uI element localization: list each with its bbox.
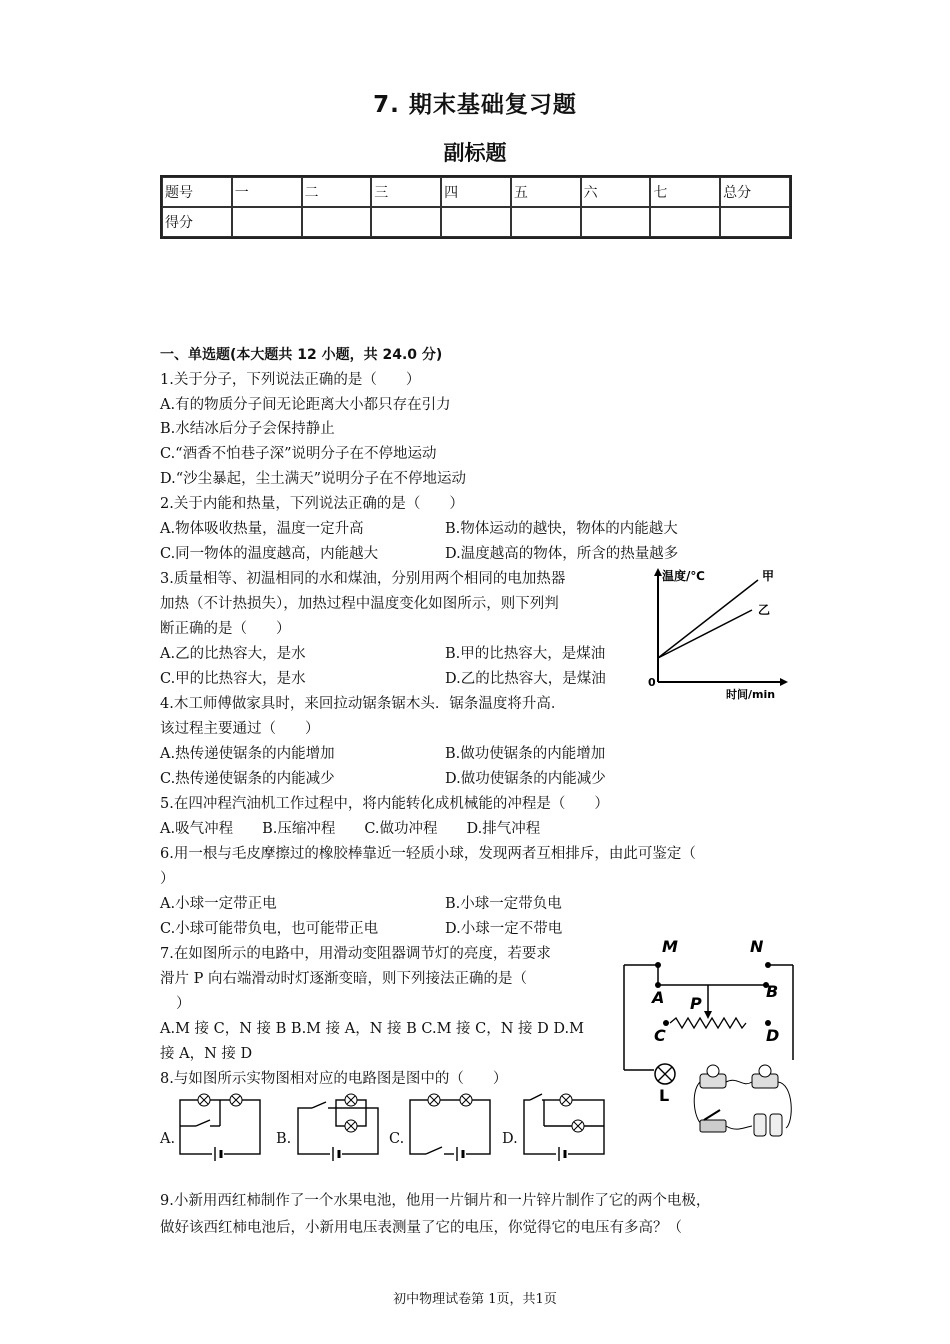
- graph-line-yi: [658, 610, 752, 658]
- q1-option-a: A.有的物质分子间无论距离大小都只存在引力: [160, 397, 451, 413]
- q3-stem-line1: 3.质量相等、初温相同的水和煤油，分别用两个相同的电加热器: [160, 571, 566, 587]
- q3-stem-line2: 加热（不计热损失），加热过程中温度变化如图所示，则下列判: [160, 596, 559, 612]
- q4-option-a: A.热传递使锯条的内能增加: [160, 746, 335, 762]
- q4-stem-line2: 该过程主要通过（ ）: [160, 721, 320, 737]
- score-cell: [720, 207, 790, 237]
- score-header-cell: 三: [371, 177, 441, 207]
- q3-option-d: D.乙的比热容大，是煤油: [445, 671, 606, 687]
- q4-option-c: C.热传递使锯条的内能减少: [160, 771, 335, 787]
- graph-line-jia: [658, 580, 758, 658]
- q4-stem-line1: 4.木工师傅做家具时，来回拉动锯条锯木头．锯条温度将升高．: [160, 696, 566, 712]
- score-table-score-row: [162, 207, 790, 237]
- score-header-cell: 四: [441, 177, 511, 207]
- q8-circuit-option-a[interactable]: [174, 1092, 266, 1162]
- terminal-label-m: M: [662, 937, 678, 956]
- graph-y-arrow: [654, 568, 662, 576]
- q1-option-c: C.“酒香不怕巷子深”说明分子在不停地运动: [160, 446, 437, 462]
- q2-option-d: D.温度越高的物体，所含的热量越多: [445, 546, 679, 562]
- q8-label-a: A.: [160, 1131, 176, 1147]
- q8-stem: 8.与如图所示实物图相对应的电路图是图中的（ ）: [160, 1071, 508, 1087]
- graph-origin: 0: [648, 676, 656, 689]
- q2-option-c: C.同一物体的温度越高，内能越大: [160, 546, 379, 562]
- q1-option-b: B.水结冰后分子会保持静止: [160, 421, 335, 437]
- score-table: [160, 175, 792, 239]
- battery-icon: [754, 1114, 766, 1136]
- q6-option-c: C.小球可能带负电，也可能带正电: [160, 921, 379, 937]
- q8-label-c: C.: [389, 1131, 405, 1147]
- q1-option-d: D.“沙尘暴起，尘土满天”说明分子在不停地运动: [160, 471, 467, 487]
- q2-stem: 2.关于内能和热量，下列说法正确的是（ ）: [160, 496, 464, 512]
- graph-xlabel: 时间/min: [726, 688, 776, 701]
- q8-circuit-option-d[interactable]: [518, 1092, 610, 1162]
- q6-option-d: D.小球一定不带电: [445, 921, 563, 937]
- q3-option-b: B.甲的比热容大，是煤油: [445, 646, 606, 662]
- graph-ylabel: 温度/℃: [662, 569, 705, 583]
- q7-options-line2: 接 A，N 接 D: [160, 1046, 253, 1062]
- score-cell: [441, 207, 511, 237]
- score-header-cell: 题号: [162, 177, 232, 207]
- q3-stem-line3: 断正确的是（ ）: [160, 621, 291, 637]
- q7-options-line1: A.M 接 C，N 接 B B.M 接 A，N 接 B C.M 接 C，N 接 D D.M: [160, 1021, 584, 1037]
- q8-circuit-option-b[interactable]: [292, 1092, 384, 1162]
- q3-temperature-graph: [640, 560, 800, 700]
- score-cell: [232, 207, 302, 237]
- page-title: 7. 期末基础复习题: [373, 92, 577, 118]
- q3-option-a: A.乙的比热容大，是水: [160, 646, 306, 662]
- graph-label-yi: 乙: [758, 603, 771, 617]
- q5-options: A.吸气冲程 B.压缩冲程 C.做功冲程 D.排气冲程: [160, 821, 541, 837]
- score-header-cell: 七: [650, 177, 720, 207]
- q7-stem-line3: ）: [176, 996, 191, 1012]
- switch-icon: [196, 1120, 210, 1126]
- q9-stem-line1: 9.小新用西红柿制作了一个水果电池，他用一片铜片和一片锌片制作了它的两个电极，: [160, 1193, 711, 1209]
- slider-label-p: P: [690, 994, 702, 1013]
- score-header-cell: 总分: [720, 177, 790, 207]
- q5-stem: 5.在四冲程汽油机工作过程中，将内能转化成机械能的冲程是（ ）: [160, 796, 609, 812]
- terminal-label-b: B: [766, 982, 779, 1001]
- score-cell: [581, 207, 651, 237]
- q1-stem: 1.关于分子，下列说法正确的是（ ）: [160, 372, 421, 388]
- q3-option-c: C.甲的比热容大，是水: [160, 671, 306, 687]
- q8-circuit-option-c[interactable]: [404, 1092, 496, 1162]
- score-cell: [302, 207, 372, 237]
- q8-label-d: D.: [502, 1131, 518, 1147]
- q6-option-a: A.小球一定带正电: [160, 896, 277, 912]
- q2-option-a: A.物体吸收热量，温度一定升高: [160, 521, 364, 537]
- switch-icon: [700, 1120, 726, 1132]
- terminal-label-d: D: [766, 1026, 780, 1045]
- q6-stem-line2: ）: [160, 871, 175, 887]
- battery-icon: [770, 1114, 782, 1136]
- lamp-label-l: L: [659, 1086, 670, 1105]
- page-footer: 初中物理试卷第 1页，共1页: [393, 1292, 557, 1307]
- q6-stem-line1: 6.用一根与毛皮摩擦过的橡胶棒靠近一轻质小球，发现两者互相排斥，由此可鉴定（: [160, 846, 696, 862]
- score-header-cell: 二: [302, 177, 372, 207]
- score-header-cell: 一: [232, 177, 302, 207]
- q4-option-d: D.做功使锯条的内能减少: [445, 771, 606, 787]
- graph-label-jia: 甲: [762, 569, 775, 583]
- q6-option-b: B.小球一定带负电: [445, 896, 562, 912]
- score-header-cell: 五: [511, 177, 581, 207]
- score-cell: [371, 207, 441, 237]
- terminal-label-c: C: [654, 1026, 666, 1045]
- q8-physical-circuit: [690, 1062, 795, 1142]
- terminal-label-a: A: [652, 988, 665, 1007]
- q2-option-b: B.物体运动的越快，物体的内能越大: [445, 521, 678, 537]
- score-cell: [650, 207, 720, 237]
- page-subtitle: 副标题: [443, 141, 507, 165]
- score-table-header-row: [162, 177, 790, 207]
- score-cell: [511, 207, 581, 237]
- score-row-label: 得分: [162, 207, 232, 237]
- q7-stem-line2: 滑片 P 向右端滑动时灯逐渐变暗，则下列接法正确的是（: [160, 971, 527, 987]
- section-heading: 一、单选题(本大题共 12 小题，共 24.0 分): [160, 347, 443, 363]
- resistor-coil: [670, 1018, 746, 1028]
- graph-x-arrow: [780, 678, 788, 686]
- q4-option-b: B.做功使锯条的内能增加: [445, 746, 606, 762]
- q9-stem-line2: 做好该西红柿电池后，小新用电压表测量了它的电压，你觉得它的电压有多高？（: [160, 1220, 682, 1236]
- terminal-label-n: N: [750, 937, 764, 956]
- score-header-cell: 六: [581, 177, 651, 207]
- q7-stem-line1: 7.在如图所示的电路中，用滑动变阻器调节灯的亮度，若要求: [160, 946, 551, 962]
- q8-label-b: B.: [276, 1131, 292, 1147]
